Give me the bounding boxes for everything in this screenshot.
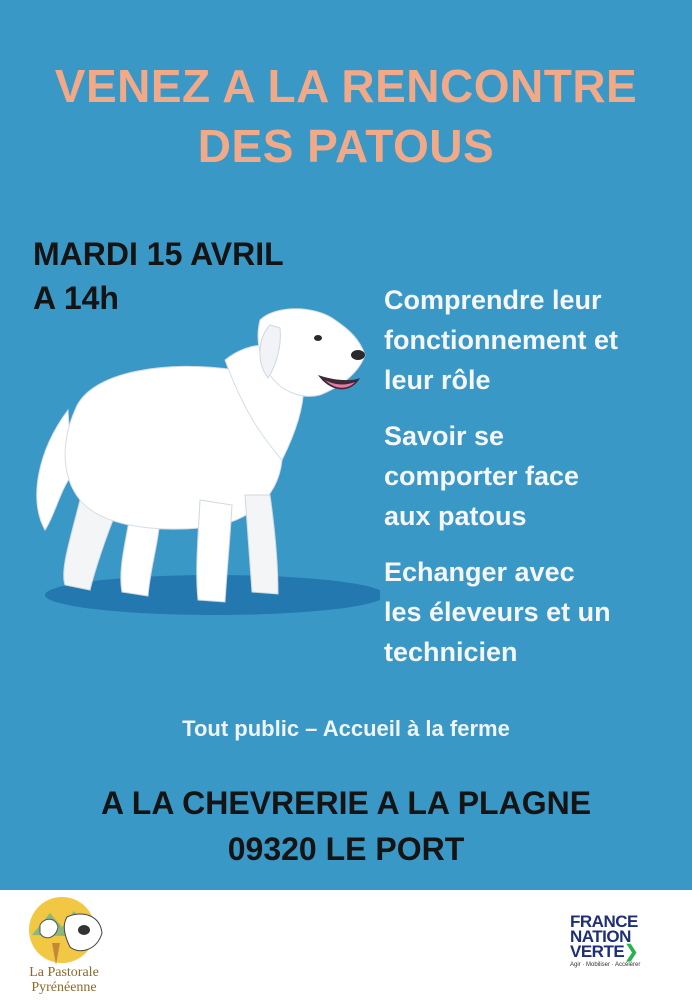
activity-item-exchange: Echanger avec les éleveurs et un technicien bbox=[384, 557, 611, 667]
fnv-line-3-text: VERTE bbox=[570, 942, 625, 961]
audience-text: Tout public – Accueil à la ferme bbox=[182, 716, 510, 741]
event-time: A 14h bbox=[33, 280, 119, 316]
pastorale-logo-text bbox=[16, 965, 112, 995]
activities-list bbox=[384, 280, 684, 688]
pastorale-line-2: Pyrénéenne bbox=[31, 980, 97, 995]
activity-item-understand: Comprendre leur fonctionnement et leur rôle bbox=[384, 285, 618, 395]
title-line-2: DES PATOUS bbox=[197, 120, 495, 172]
chevron-right-icon: ❯ bbox=[624, 942, 638, 961]
fnv-tagline: Agir · Mobiliser · Accélérer bbox=[570, 962, 641, 968]
title-line-1: VENEZ A LA RENCONTRE bbox=[54, 60, 638, 112]
patou-dog-illustration bbox=[20, 300, 380, 630]
dog-icon bbox=[20, 300, 380, 630]
fnv-line-1: FRANCE bbox=[570, 912, 638, 931]
pastorale-line-1: La Pastorale bbox=[29, 965, 99, 980]
activity-item-behave: Savoir se comporter face aux patous bbox=[384, 421, 580, 531]
fnv-line-3 bbox=[570, 944, 665, 959]
france-nation-verte-logo bbox=[570, 914, 665, 980]
fnv-line-2: NATION bbox=[570, 927, 631, 946]
location-line-1: A LA CHEVRERIE A LA PLAGNE bbox=[100, 785, 592, 821]
location-line-2: 09320 LE PORT bbox=[227, 831, 465, 867]
poster-title bbox=[0, 56, 692, 176]
event-date: MARDI 15 AVRIL bbox=[33, 236, 284, 272]
location-block bbox=[0, 780, 692, 872]
